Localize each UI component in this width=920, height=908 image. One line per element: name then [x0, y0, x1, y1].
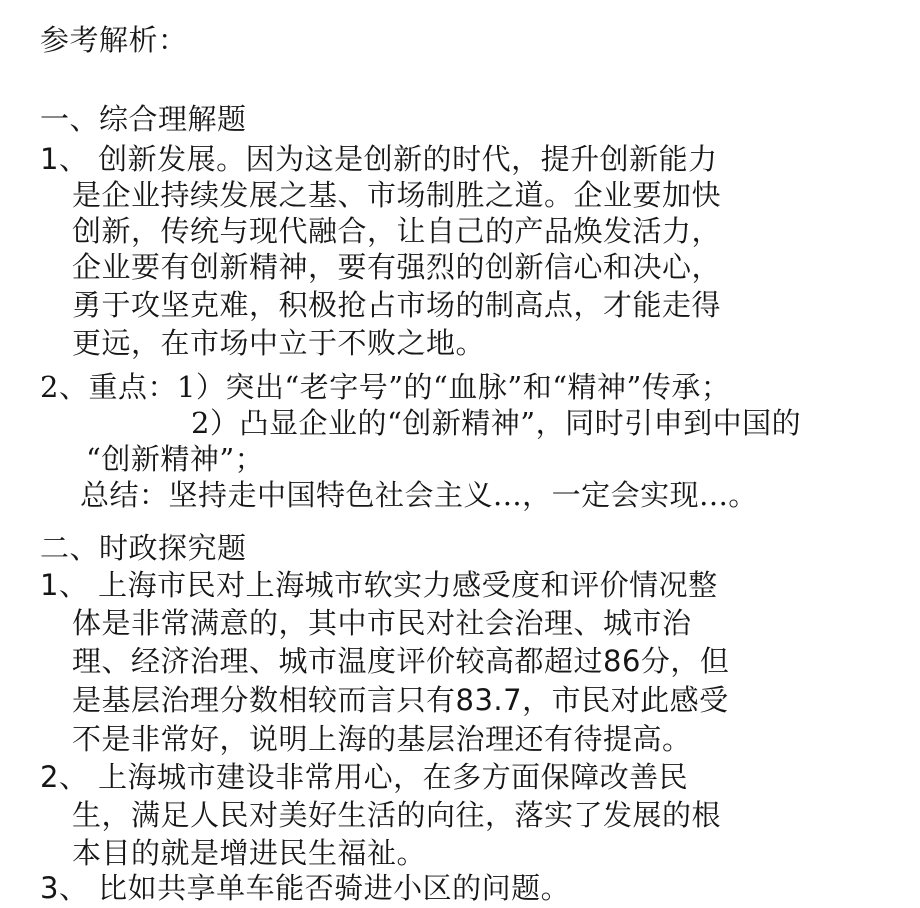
s1-q1-line-1: 1、 创新发展。因为这是创新的时代，提升创新能力: [40, 142, 718, 176]
s2-q3-line-1: 3、 比如共享单车能否骑进小区的问题。: [40, 871, 571, 905]
s2-q1-line-5: 不是非常好，说明上海的基层治理还有待提高。: [72, 722, 692, 756]
s1-q2-line-2: 2）凸显企业的“创新精神”，同时引申到中国的: [191, 406, 802, 440]
s1-q1-line-3: 创新，传统与现代融合，让自己的产品焕发活力，: [72, 214, 722, 248]
s2-q1-line-4: 是基层治理分数相较而言只有83.7，市民对此感受: [72, 683, 729, 717]
s1-q2-line-3: “创新精神”；: [86, 442, 265, 476]
section-2-heading: 二、时政探究题: [40, 531, 247, 565]
s2-q1-line-2: 体是非常满意的，其中市民对社会治理、城市治: [72, 606, 692, 640]
s2-q1-line-1: 1、 上海市民对上海城市软实力感受度和评价情况整: [40, 568, 718, 602]
s2-q1-line-3: 理、经济治理、城市温度评价较高都超过86分，但: [72, 644, 730, 678]
s2-q2-line-1: 2、 上海城市建设非常用心，在多方面保障改善民: [40, 760, 689, 794]
section-1-heading: 一、综合理解题: [40, 102, 247, 136]
s1-q1-line-5: 勇于攻坚克难，积极抢占市场的制高点，才能走得: [72, 288, 722, 322]
s1-q2-summary: 总结：坚持走中国特色社会主义...，一定会实现...。: [80, 478, 758, 512]
s1-q1-line-2: 是企业持续发展之基、市场制胜之道。企业要加快: [72, 178, 722, 212]
document-title: 参考解析：: [40, 23, 188, 57]
s2-q2-line-2: 生，满足人民对美好生活的向往，落实了发展的根: [72, 798, 722, 832]
s1-q1-line-4: 企业要有创新精神，要有强烈的创新信心和决心，: [72, 250, 722, 284]
s2-q2-line-3: 本目的就是增进民生福祉。: [72, 836, 427, 870]
s1-q1-line-6: 更远，在市场中立于不败之地。: [72, 326, 486, 360]
s1-q2-line-1: 2、重点：1）突出“老字号”的“血脉”和“精神”传承；: [40, 370, 731, 404]
